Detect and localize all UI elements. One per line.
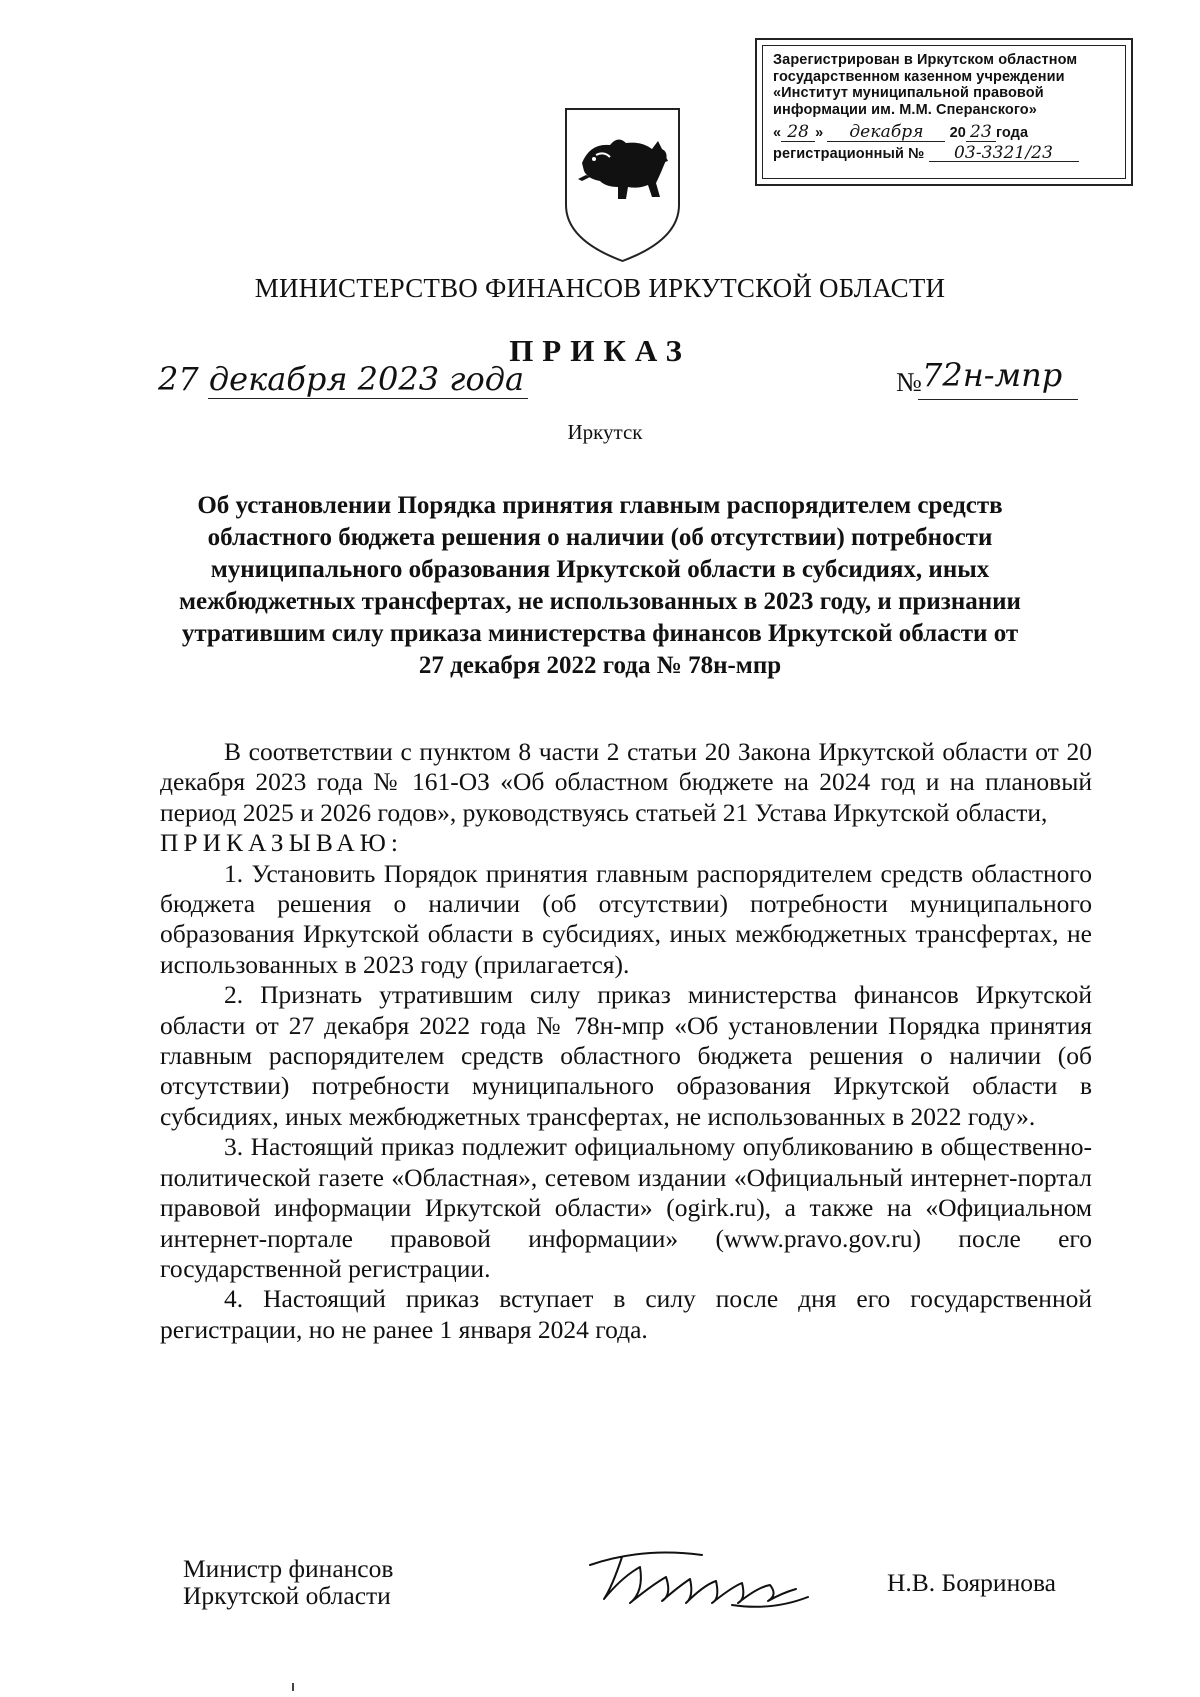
- document-body: [160, 737, 1092, 1345]
- signer-position-line-1: Министр финансов: [183, 1554, 394, 1583]
- stamp-day: 28: [781, 124, 815, 142]
- item-paragraph-2: 2. Признать утратившим силу приказ министерства финансов Иркутской области от 27 декабря 2022 года № 78н-мпр «Об установлении Порядка принятия главным распорядителем средств областного бюджета решения о наличии (об отсутствии) потребности муниципального образования Иркутской области в субсидиях, иных межбюджетных трансфертах, не использованных в 2022 году».: [160, 980, 1092, 1131]
- handwritten-signature: [582, 1537, 814, 1617]
- stamp-year-prefix: 20: [949, 125, 966, 141]
- number-underline: [918, 399, 1078, 400]
- city-name: Иркутск: [567, 420, 643, 444]
- coat-of-arms-icon: [560, 105, 685, 265]
- date-underline: [208, 398, 528, 399]
- page-mark: [292, 1683, 294, 1691]
- signer-position-line-2: Иркутской области: [183, 1581, 391, 1610]
- handwritten-date-text: 27 декабря 2023 года: [158, 360, 525, 398]
- stamp-line-2: государственном казенном учреждении: [773, 68, 1065, 85]
- stamp-year-suffix: года: [995, 125, 1029, 141]
- number-label: №: [896, 367, 922, 397]
- document-type: ПРИКАЗ: [509, 333, 691, 368]
- ministry-name: МИНИСТЕРСТВО ФИНАНСОВ ИРКУТСКОЙ ОБЛАСТИ: [254, 273, 946, 303]
- preamble-paragraph: В соответствии с пунктом 8 части 2 статьи 20 Закона Иркутской области от 20 декабря 2023 года № 161-ОЗ «Об областном бюджете на 2024 год и на плановый период 2025 и 2026 годов», руководствуясь статьей 21 Устава Иркутской области,: [160, 737, 1092, 827]
- stamp-reg-label: регистрационный №: [773, 145, 925, 162]
- signer-name: Н.В. Бояринова: [887, 1568, 1056, 1597]
- handwritten-number: 72н-мпр: [922, 356, 1063, 394]
- handwritten-date: [158, 360, 524, 398]
- registration-stamp-inner: [762, 45, 1126, 179]
- item-paragraph-4: 4. Настоящий приказ вступает в силу после дня его государственной регистрации, но не ранее 1 января 2024 года.: [160, 1284, 1092, 1344]
- stamp-line-4: информации им. М.М. Сперанского»: [773, 101, 1037, 118]
- stamp-date-line: [773, 124, 1119, 142]
- stamp-reg-line: [773, 142, 1119, 163]
- stamp-reg-number: 03-3321/23: [929, 145, 1079, 163]
- stamp-year: 23: [966, 124, 996, 142]
- registration-stamp: [755, 38, 1133, 186]
- document-title: Об установлении Порядка принятия главным распорядителем средств областного бюджета решения о наличии (об отсутствии) потребности муниципального образования Иркутской области в субсидиях, иных межбюджетных трансфертах, не использованных в 2023 году, и признании утратившим силу приказа министерства финансов Иркутской области от 27 декабря 2022 года № 78н-мпр: [179, 492, 1021, 679]
- stamp-line-1: Зарегистрирован в Иркутском областном: [773, 52, 1078, 68]
- order-word: ПРИКАЗЫВАЮ:: [160, 828, 403, 858]
- stamp-line-3: «Институт муниципальной правовой: [773, 85, 1044, 101]
- item-paragraph-1: 1. Установить Порядок принятия главным распорядителем средств областного бюджета решения о наличии (об отсутствии) потребности муниципального образования Иркутской области в субсидиях, иных межбюджетных трансфертах, не использованных в 2023 году (прилагается).: [160, 858, 1092, 979]
- stamp-day-prefix: «: [773, 125, 782, 141]
- babr-animal-icon: [578, 139, 668, 199]
- stamp-day-suffix: »: [815, 125, 824, 141]
- item-paragraph-3: 3. Настоящий приказ подлежит официальному опубликованию в общественно-политической газете «Областная», сетевом издании «Официальный интернет-портал правовой информации Иркутской области» (ogirk.ru), а также на «Официальном интернет-портале правовой информации» (www.pravo.gov.ru) после его государственной регистрации.: [160, 1132, 1092, 1283]
- signer-position: [183, 1555, 393, 1609]
- stamp-month: декабря: [827, 124, 945, 142]
